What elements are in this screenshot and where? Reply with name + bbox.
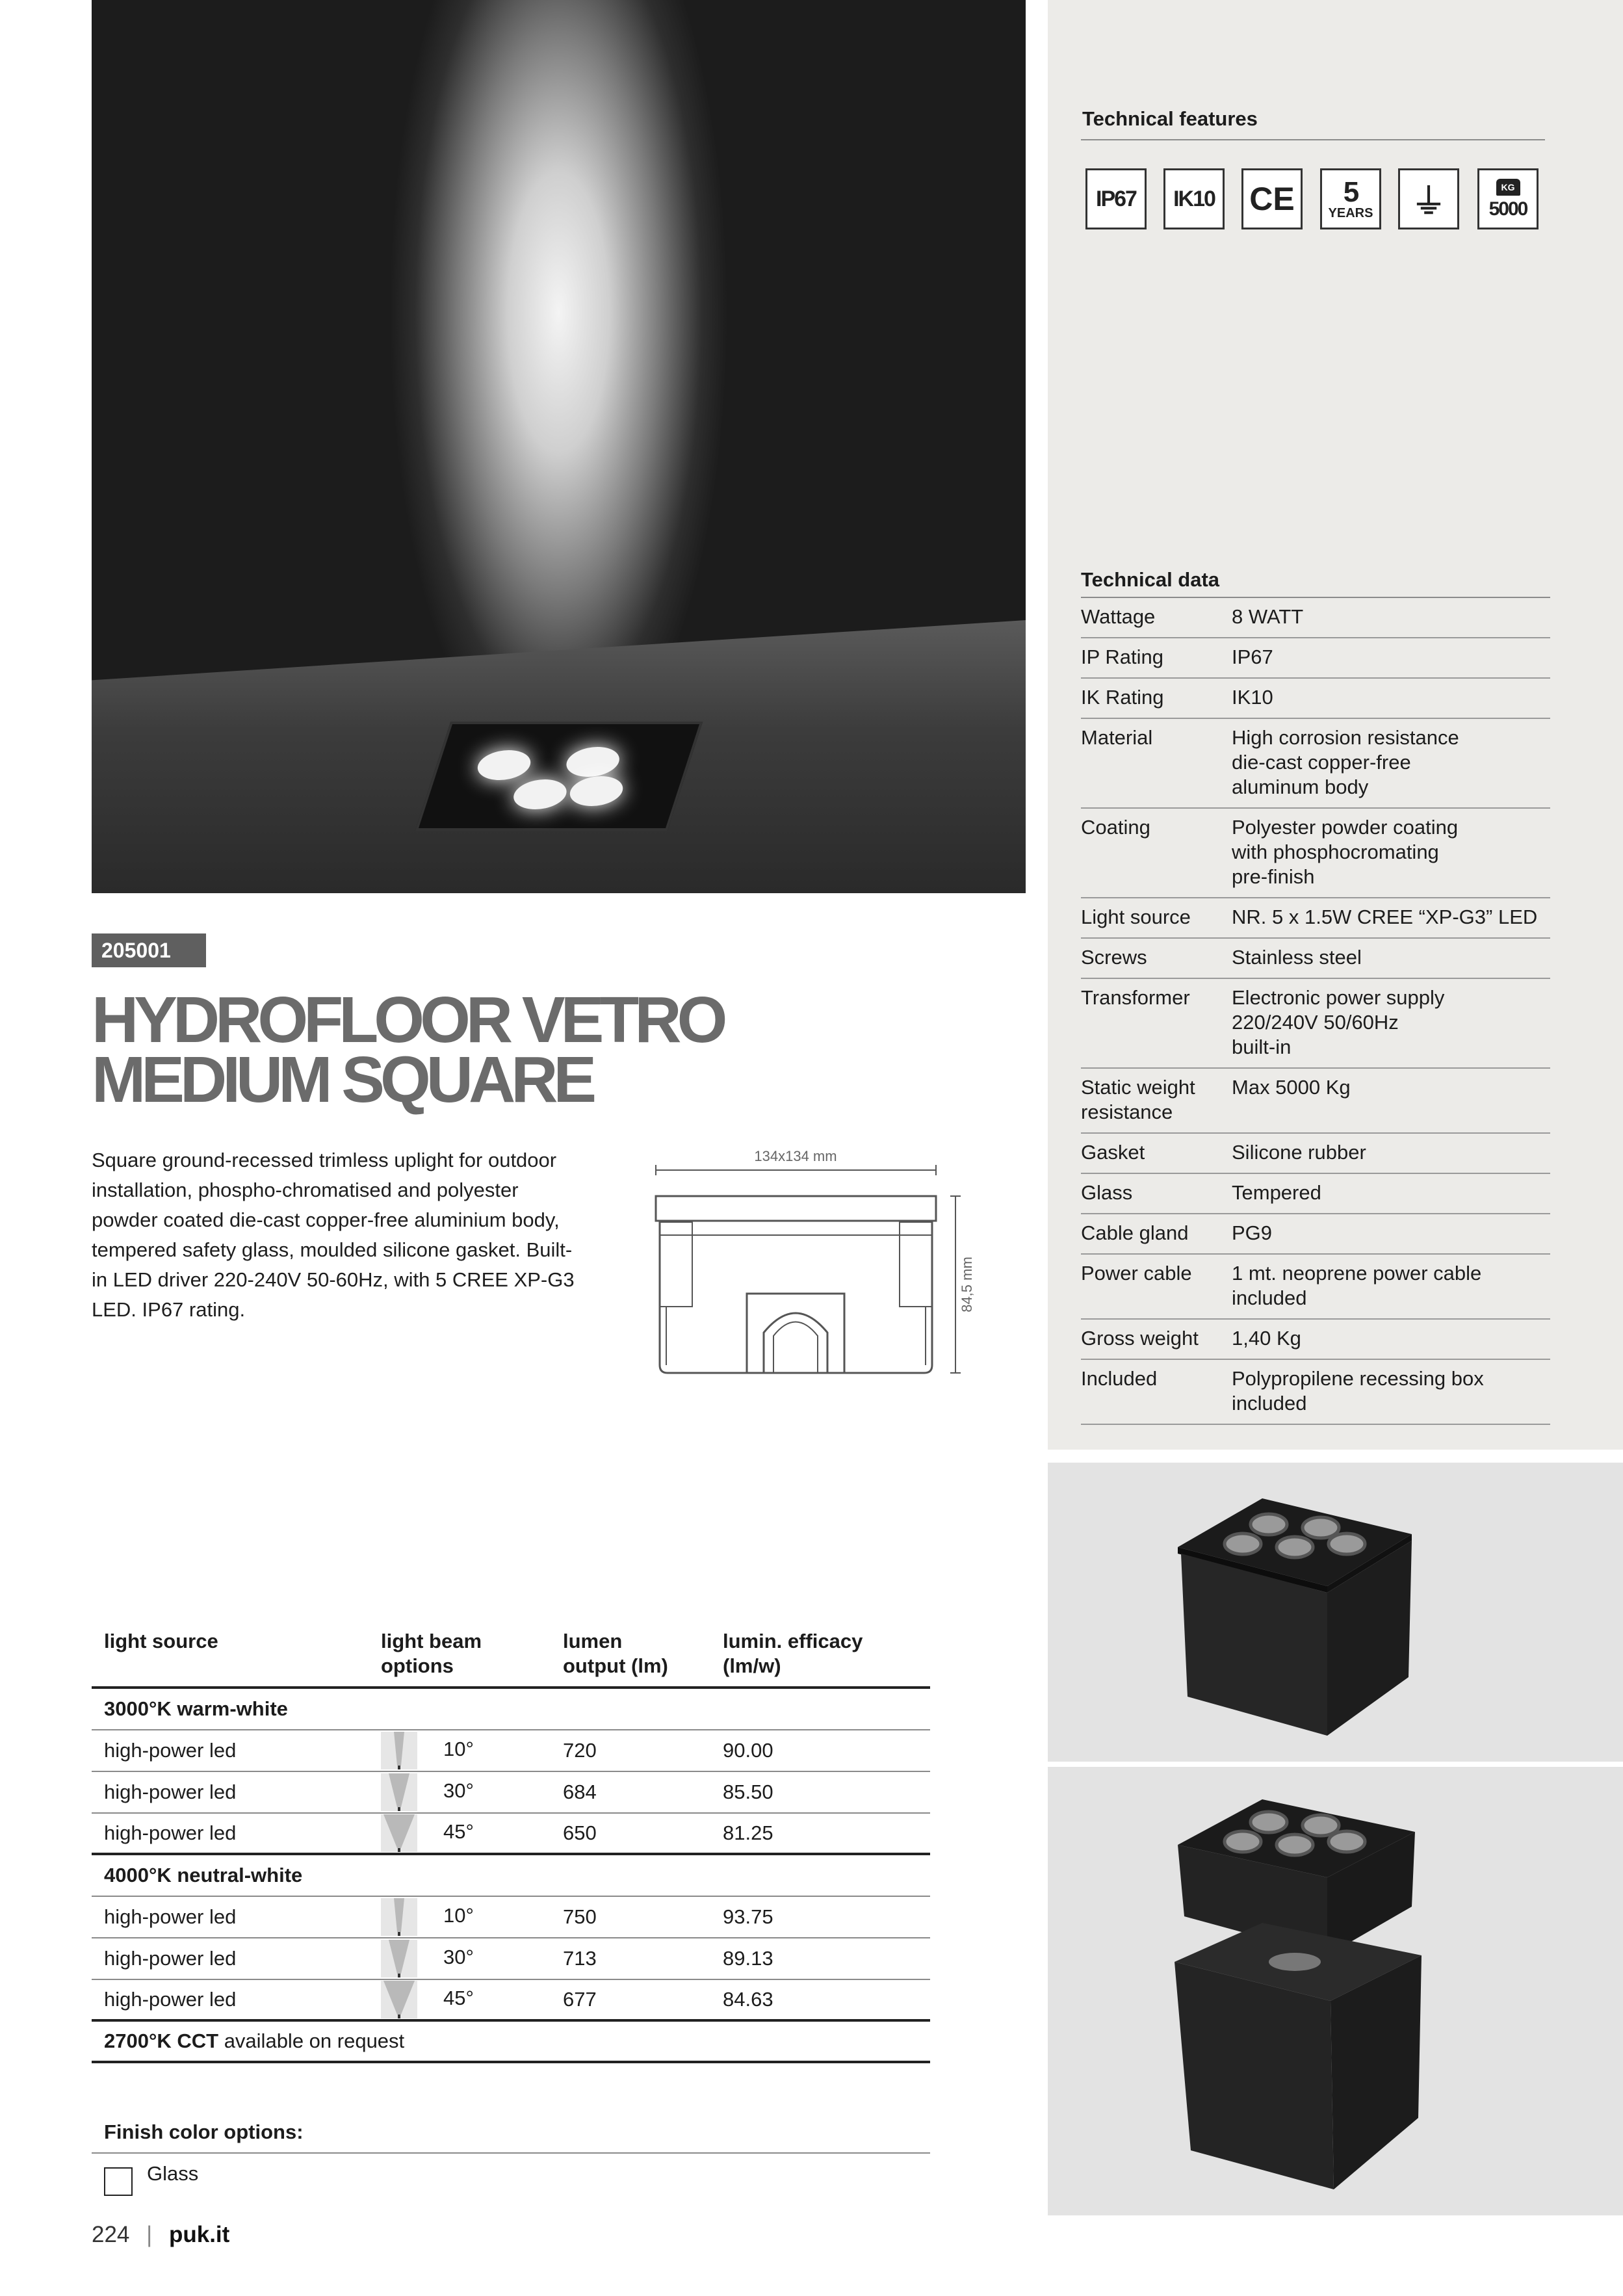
light-table-row bbox=[92, 1772, 930, 1814]
beam-angle-icon bbox=[381, 1732, 417, 1769]
led-light bbox=[565, 776, 627, 806]
technical-data-row bbox=[1081, 719, 1550, 809]
height-label: 84,5 mm bbox=[959, 1257, 975, 1312]
technical-data-value: IP67 bbox=[1232, 646, 1273, 668]
technical-data-row bbox=[1081, 1360, 1550, 1425]
light-table-group-row bbox=[92, 1855, 930, 1897]
led-light bbox=[509, 779, 571, 809]
light-table-header-cell: lumin. efficacy (lm/w) bbox=[723, 1630, 863, 1677]
light-table-header-cell: lumen output (lm) bbox=[563, 1630, 668, 1677]
lumen-output-cell: 713 bbox=[563, 1947, 597, 1970]
weight-icon: KG 5000 bbox=[1477, 168, 1539, 229]
lumen-output-cell: 684 bbox=[563, 1781, 597, 1803]
drawing-body bbox=[660, 1221, 932, 1373]
beam-cell bbox=[381, 1814, 563, 1852]
technical-data-value: IK10 bbox=[1232, 686, 1273, 709]
light-source-cell: high-power led bbox=[104, 1821, 237, 1844]
finish-options-title: Finish color options: bbox=[104, 2120, 304, 2143]
technical-data-value: Electronic power supply 220/240V 50/60Hz built-in bbox=[1232, 986, 1445, 1058]
beam-cell bbox=[381, 1898, 563, 1936]
light-table-row bbox=[92, 1730, 930, 1772]
technical-data-row bbox=[1081, 1214, 1550, 1255]
lumen-output-cell: 750 bbox=[563, 1905, 597, 1928]
technical-data-row bbox=[1081, 979, 1550, 1069]
warranty-icon: 5 YEARS bbox=[1320, 168, 1381, 229]
technical-data-key: Screws bbox=[1081, 946, 1147, 969]
hero-photo bbox=[92, 0, 1026, 893]
technical-data-key: Static weight resistance bbox=[1081, 1076, 1195, 1123]
efficacy-cell: 81.25 bbox=[723, 1821, 773, 1844]
light-table-header-cell: light source bbox=[104, 1630, 218, 1652]
light-source-cell: high-power led bbox=[104, 1781, 237, 1803]
technical-data-row bbox=[1081, 1255, 1550, 1320]
finish-glass-label: Glass bbox=[147, 2162, 199, 2185]
technical-data-key: Power cable bbox=[1081, 1262, 1192, 1285]
lumen-output-cell: 677 bbox=[563, 1988, 597, 2011]
lumen-output-cell: 720 bbox=[563, 1739, 597, 1762]
color-temperature-label: 3000°K warm-white bbox=[104, 1697, 288, 1720]
technical-data-row bbox=[1081, 898, 1550, 939]
technical-data-key: Cable gland bbox=[1081, 1221, 1189, 1244]
light-table-group-row bbox=[92, 1689, 930, 1730]
ce-icon: CE bbox=[1241, 168, 1303, 229]
finish-glass-swatch[interactable] bbox=[104, 2167, 133, 2196]
product-photo-exploded bbox=[1048, 1767, 1623, 2215]
beam-angle-label: 10° bbox=[443, 1904, 474, 1927]
technical-data-key: Included bbox=[1081, 1367, 1158, 1390]
technical-data-key: Glass bbox=[1081, 1181, 1133, 1204]
cct-note-row bbox=[92, 2022, 930, 2063]
technical-data-key: Transformer bbox=[1081, 986, 1190, 1009]
light-source-cell: high-power led bbox=[104, 1739, 237, 1762]
light-source-table bbox=[92, 1623, 930, 2063]
beam-cell bbox=[381, 1940, 563, 1977]
technical-data-row bbox=[1081, 1320, 1550, 1360]
light-source-cell: high-power led bbox=[104, 1905, 237, 1928]
beam-cell bbox=[381, 1981, 563, 2018]
color-temperature-label: 4000°K neutral-white bbox=[104, 1864, 303, 1886]
technical-data-row bbox=[1081, 638, 1550, 679]
technical-data-row bbox=[1081, 598, 1550, 638]
efficacy-cell: 90.00 bbox=[723, 1739, 773, 1762]
led-light bbox=[562, 747, 624, 777]
efficacy-cell: 93.75 bbox=[723, 1905, 773, 1928]
efficacy-cell: 84.63 bbox=[723, 1988, 773, 2011]
technical-data-key: Light source bbox=[1081, 906, 1191, 928]
technical-data-row bbox=[1081, 809, 1550, 898]
beam-cell bbox=[381, 1732, 563, 1769]
technical-data-key: Gross weight bbox=[1081, 1327, 1199, 1350]
beam-cell bbox=[381, 1773, 563, 1811]
divider bbox=[1081, 139, 1545, 140]
page-number: 224 bbox=[92, 2222, 130, 2247]
technical-data-value: 1 mt. neoprene power cable included bbox=[1232, 1262, 1482, 1309]
technical-data-value: High corrosion resistance die-cast copper-free aluminum body bbox=[1232, 726, 1459, 798]
technical-data-key: Gasket bbox=[1081, 1141, 1145, 1164]
technical-data-row bbox=[1081, 939, 1550, 979]
light-table-header bbox=[92, 1623, 930, 1689]
cct-note-bold: 2700°K CCT bbox=[104, 2029, 219, 2052]
technical-data-value: Max 5000 Kg bbox=[1232, 1076, 1351, 1099]
technical-data-key: IK Rating bbox=[1081, 686, 1164, 709]
efficacy-cell: 85.50 bbox=[723, 1781, 773, 1803]
light-table-row bbox=[92, 1897, 930, 1938]
beam-angle-label: 30° bbox=[443, 1946, 474, 1969]
width-label: 134x134 mm bbox=[754, 1148, 837, 1164]
technical-data-value: NR. 5 x 1.5W CREE “XP-G3” LED bbox=[1232, 906, 1538, 928]
beam-angle-label: 45° bbox=[443, 1820, 474, 1844]
beam-angle-icon bbox=[381, 1981, 417, 2018]
product-title-line-2: MEDIUM SQUARE bbox=[92, 1043, 593, 1116]
technical-data-key: Wattage bbox=[1081, 605, 1156, 628]
ground-icon: ⏚ bbox=[1398, 168, 1459, 229]
technical-data-row bbox=[1081, 1134, 1550, 1174]
technical-data-value: 8 WATT bbox=[1232, 605, 1304, 628]
technical-data-key: IP Rating bbox=[1081, 646, 1163, 668]
drawing-cable-port bbox=[747, 1294, 844, 1373]
light-table-row bbox=[92, 1938, 930, 1980]
product-title-line-1: HYDROFLOOR VETRO bbox=[92, 984, 723, 1056]
beam-angle-label: 10° bbox=[443, 1738, 474, 1761]
divider bbox=[92, 2152, 930, 2154]
product-photo-assembled bbox=[1048, 1463, 1623, 1762]
ik10-icon: IK10 bbox=[1163, 168, 1225, 229]
product-code: 205001 bbox=[92, 933, 206, 967]
technical-data-value: Tempered bbox=[1232, 1181, 1321, 1204]
beam-angle-label: 45° bbox=[443, 1987, 474, 2010]
drawing-lid bbox=[656, 1196, 936, 1221]
beam-angle-icon bbox=[381, 1940, 417, 1977]
hero-fixture bbox=[415, 722, 703, 831]
technical-data-value: Polyester powder coating with phosphocromating pre-finish bbox=[1232, 816, 1459, 888]
technical-data-value: Stainless steel bbox=[1232, 946, 1362, 969]
technical-data-value: 1,40 Kg bbox=[1232, 1327, 1301, 1350]
light-table-header-cell: light beam options bbox=[381, 1630, 482, 1677]
technical-data-key: Coating bbox=[1081, 816, 1150, 839]
technical-data-row bbox=[1081, 1069, 1550, 1134]
beam-angle-icon bbox=[381, 1814, 417, 1852]
technical-data-row bbox=[1081, 679, 1550, 719]
technical-data-title: Technical data bbox=[1081, 568, 1220, 591]
beam-angle-icon bbox=[381, 1773, 417, 1811]
technical-data-value: PG9 bbox=[1232, 1221, 1273, 1244]
beam-angle-label: 30° bbox=[443, 1779, 474, 1803]
led-light bbox=[473, 750, 535, 780]
technical-drawing bbox=[640, 1144, 1004, 1385]
page-footer bbox=[92, 2222, 229, 2248]
technical-data-value: Polypropilene recessing box included bbox=[1232, 1367, 1484, 1415]
technical-data-table bbox=[1081, 598, 1550, 1425]
technical-features-title: Technical features bbox=[1082, 107, 1258, 130]
ip67-icon: IP67 bbox=[1085, 168, 1147, 229]
light-table-row bbox=[92, 1980, 930, 2022]
cct-note-text: available on request bbox=[218, 2029, 405, 2052]
efficacy-cell: 89.13 bbox=[723, 1947, 773, 1970]
technical-data-row bbox=[1081, 1174, 1550, 1214]
footer-site[interactable]: puk.it bbox=[168, 2222, 230, 2247]
beam-angle-icon bbox=[381, 1898, 417, 1936]
light-source-cell: high-power led bbox=[104, 1988, 237, 2011]
technical-data-key: Material bbox=[1081, 726, 1153, 749]
technical-data-value: Silicone rubber bbox=[1232, 1141, 1366, 1164]
product-description: Square ground-recessed trimless uplight for outdoor installation, phospho-chromatised and polyester powder coated die-cast copper-free aluminium body, tempered safety glass, moulded silicone gasket. Built-in LED driver 220-240V 50-60Hz, with 5 CREE XP-G3 LED. IP67 rating. bbox=[92, 1149, 575, 1321]
lumen-output-cell: 650 bbox=[563, 1821, 597, 1844]
light-source-cell: high-power led bbox=[104, 1947, 237, 1970]
footer-separator: | bbox=[146, 2222, 153, 2247]
light-table-row bbox=[92, 1814, 930, 1855]
